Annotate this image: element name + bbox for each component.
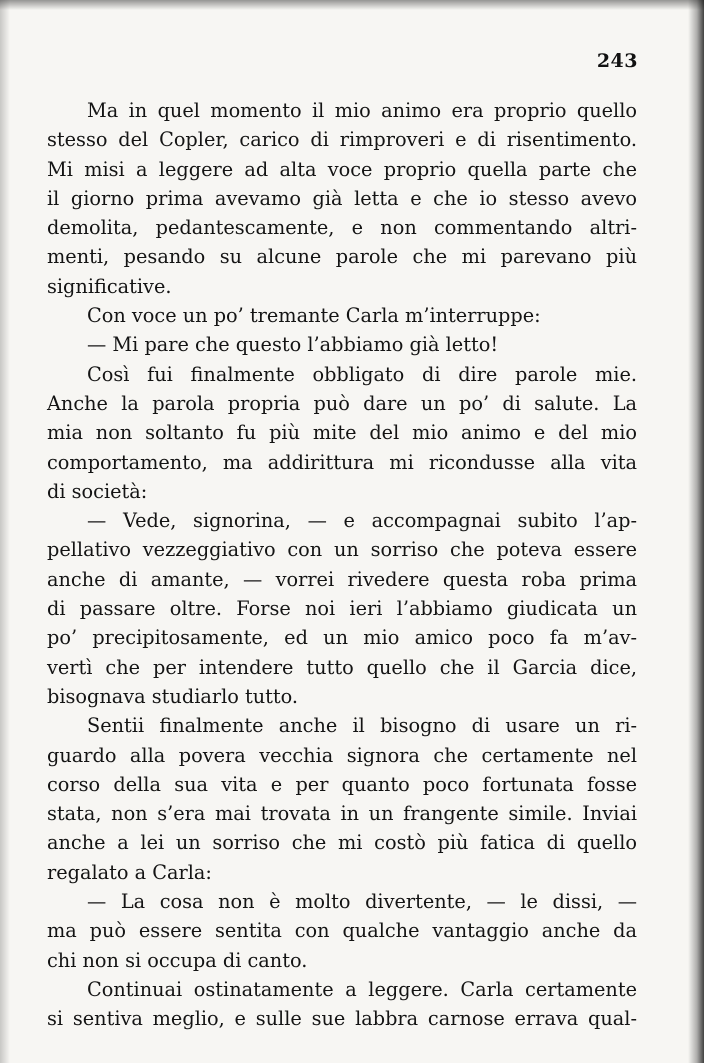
body-text (47, 96, 637, 1034)
text-line: — Vede, signorina, — e accompagnai subito l’ap- (87, 509, 637, 533)
scan-shadow-top (0, 0, 704, 10)
text-line: anche di amante, — vorrei rivedere questa roba prima (47, 567, 637, 591)
text-line: pellativo vezzeggiativo con un sorriso che poteva essere (47, 538, 637, 562)
text-line: po’ precipitosamente, ed un mio amico poco fa m’av- (47, 626, 637, 650)
text-line: Ma in quel momento il mio animo era proprio quello (87, 99, 637, 122)
scan-shadow-left (0, 0, 10, 1063)
text-line: vertì che per intendere tutto quello che il Garcia dice, (47, 655, 637, 679)
text-line: — La cosa non è molto divertente, — le dissi, — (87, 890, 637, 914)
text-line: comportamento, ma addirittura mi ricondusse alla vita (47, 450, 637, 474)
text-line: Così fui finalmente obbligato di dire parole mie. (87, 362, 637, 386)
text-line: il giorno prima avevamo già letta e che io stesso avevo (47, 186, 637, 210)
text-line: mia non soltanto fu più mite del mio animo e del mio (47, 421, 637, 445)
text-line: demolita, pedantescamente, e non commentando altri- (47, 216, 637, 240)
text-line: corso della sua vita e per quanto poco fortunata fosse (47, 772, 637, 796)
text-line: Con voce un po’ tremante Carla m’interruppe: (87, 304, 541, 328)
text-line: stata, non s’era mai trovata in un frangente simile. Inviai (47, 802, 637, 826)
text-line: — Mi pare che questo l’abbiamo già letto! (87, 333, 499, 357)
text-line: menti, pesando su alcune parole che mi parevano più (47, 245, 637, 269)
text-line: ma può essere sentita con qualche vantaggio anche da (47, 919, 637, 943)
text-line: guardo alla povera vecchia signora che certamente nel (47, 743, 637, 767)
text-line: regalato a Carla: (47, 860, 212, 884)
text-line: chi non si occupa di canto. (47, 948, 308, 972)
text-line: di passare oltre. Forse noi ieri l’abbiamo giudicata un (47, 597, 637, 621)
text-line: si sentiva meglio, e sulle sue labbra carnose errava qual- (47, 1007, 637, 1031)
text-line: di società: (47, 479, 148, 503)
text-line: Sentii finalmente anche il bisogno di usare un ri- (87, 714, 637, 738)
page-number: 243 (596, 50, 638, 72)
text-line: bisognava studiarlo tutto. (47, 684, 299, 708)
text-line: significative. (47, 274, 172, 298)
text-line: stesso del Copler, carico di rimproveri e di risentimento. (47, 128, 637, 152)
text-line: Mi misi a leggere ad alta voce proprio quella parte che (47, 157, 637, 181)
scan-shadow-right (688, 0, 704, 1063)
text-line: Anche la parola propria può dare un po’ di salute. La (47, 391, 637, 415)
text-line: anche a lei un sorriso che mi costò più fatica di quello (47, 831, 637, 855)
text-line: Continuai ostinatamente a leggere. Carla certamente (87, 977, 637, 1001)
